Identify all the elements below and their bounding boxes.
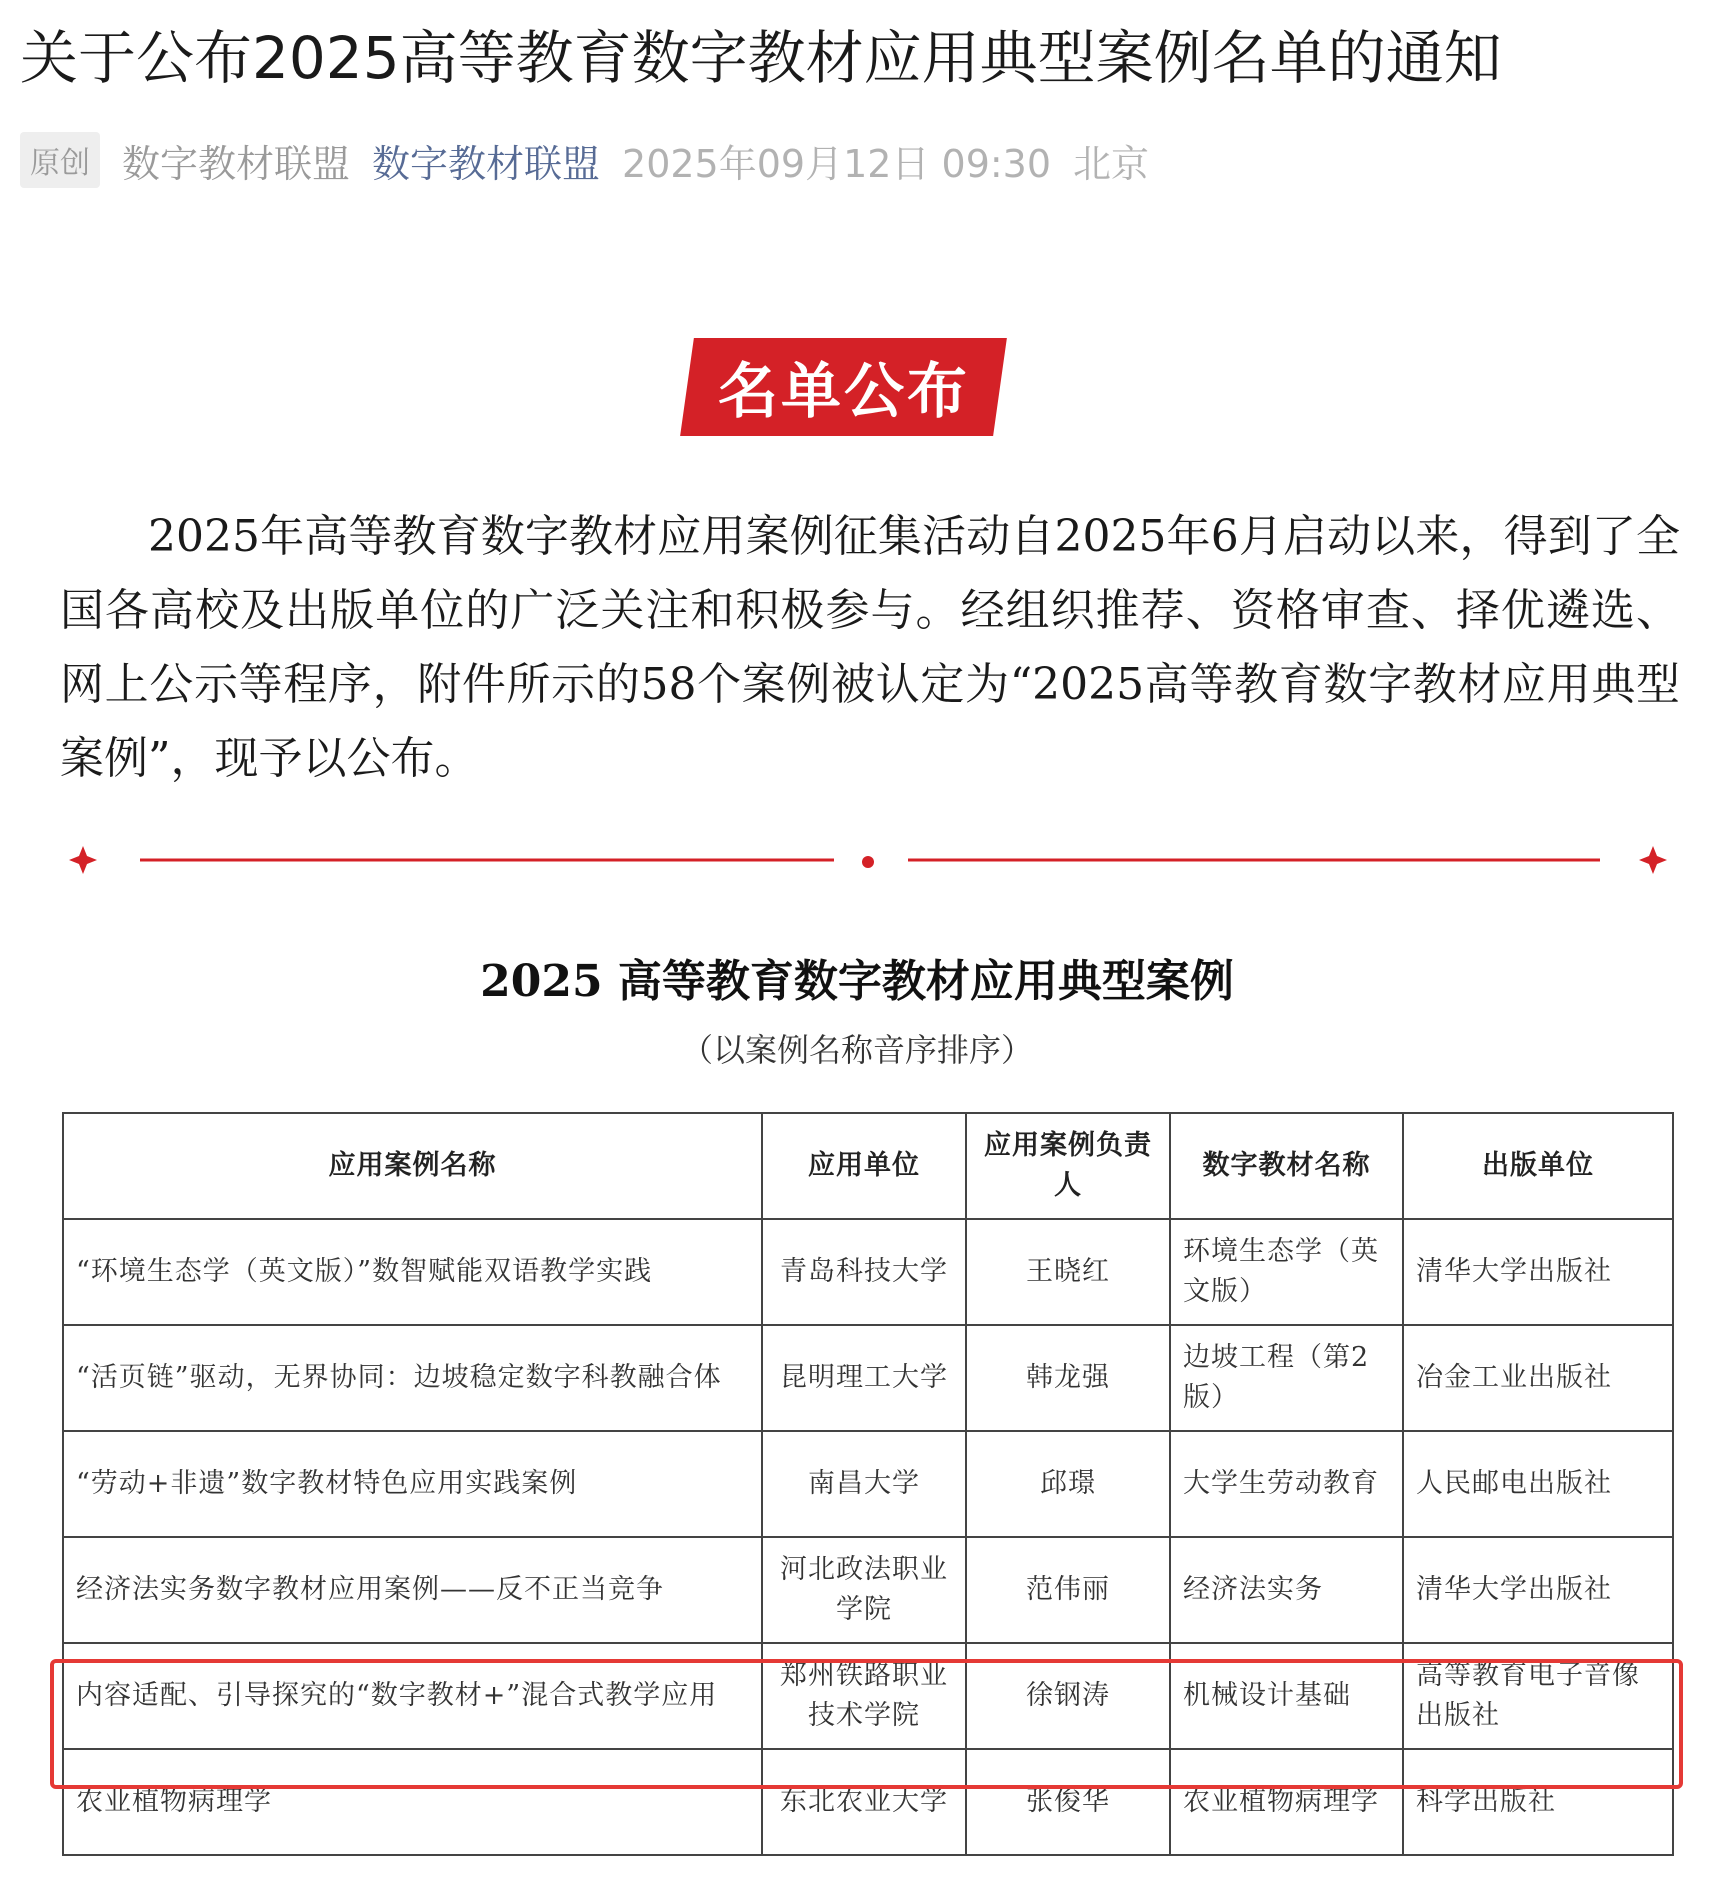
table-row — [63, 1219, 1673, 1325]
textbook-cell: 环境生态学（英文版） — [1170, 1219, 1403, 1325]
leader-cell: 张俊华 — [966, 1749, 1170, 1855]
leader-cell: 王晓红 — [966, 1219, 1170, 1325]
unit-cell: 昆明理工大学 — [762, 1325, 966, 1431]
table-title: 2025 高等教育数字教材应用典型案例 — [480, 956, 1234, 1007]
case-name-cell: 内容适配、引导探究的“数字教材+”混合式教学应用 — [63, 1643, 762, 1749]
publish-date: 2025年09月12日 09:30 — [622, 141, 1052, 186]
cases-table — [62, 1112, 1674, 1856]
list-announcement-banner — [680, 338, 1007, 436]
textbook-cell: 经济法实务 — [1170, 1537, 1403, 1643]
table-row — [63, 1537, 1673, 1643]
case-name-cell: “劳动+非遗”数字教材特色应用实践案例 — [63, 1431, 762, 1537]
publisher-cell: 清华大学出版社 — [1403, 1537, 1673, 1643]
table-header-row — [63, 1113, 1673, 1219]
star-left-icon — [69, 846, 97, 874]
unit-cell: 南昌大学 — [762, 1431, 966, 1537]
header-leader: 应用案例负责人 — [966, 1113, 1170, 1219]
leader-cell: 范伟丽 — [966, 1537, 1170, 1643]
publisher-cell: 高等教育电子音像出版社 — [1403, 1643, 1673, 1749]
header-publisher: 出版单位 — [1403, 1113, 1673, 1219]
textbook-cell: 边坡工程（第2版） — [1170, 1325, 1403, 1431]
center-dot-icon — [862, 856, 874, 868]
table-row — [63, 1749, 1673, 1855]
banner-text: 名单公布 — [717, 357, 970, 427]
decorative-divider — [0, 840, 1714, 880]
case-name-cell: 农业植物病理学 — [63, 1749, 762, 1855]
publish-location: 北京 — [1073, 141, 1150, 186]
table-row-highlighted — [63, 1643, 1673, 1749]
case-name-cell: “环境生态学（英文版）”数智赋能双语教学实践 — [63, 1219, 762, 1325]
publisher-cell: 清华大学出版社 — [1403, 1219, 1673, 1325]
textbook-cell: 农业植物病理学 — [1170, 1749, 1403, 1855]
publisher-cell: 人民邮电出版社 — [1403, 1431, 1673, 1537]
author-name: 数字教材联盟 — [122, 141, 351, 186]
account-link[interactable]: 数字教材联盟 — [372, 141, 601, 186]
unit-cell: 青岛科技大学 — [762, 1219, 966, 1325]
article-title: 关于公布2025高等教育数字教材应用典型案例名单的通知 — [20, 24, 1502, 92]
table-row — [63, 1431, 1673, 1537]
leader-cell: 韩龙强 — [966, 1325, 1170, 1431]
intro-paragraph: 2025年高等教育数字教材应用案例征集活动自2025年6月启动以来，得到了全国各高校及出版单位的广泛关注和积极参与。经组织推荐、资格审查、择优遴选、网上公示等程序，附件所示的58个案例被认定为“2025高等教育数字教材应用典型案例”，现予以公布。 — [60, 511, 1680, 784]
original-tag: 原创 — [20, 132, 100, 188]
unit-cell: 郑州铁路职业技术学院 — [762, 1643, 966, 1749]
publisher-cell: 冶金工业出版社 — [1403, 1325, 1673, 1431]
header-case-name: 应用案例名称 — [63, 1113, 762, 1219]
leader-cell: 邱璟 — [966, 1431, 1170, 1537]
header-textbook: 数字教材名称 — [1170, 1113, 1403, 1219]
star-right-icon — [1639, 846, 1667, 874]
textbook-cell: 机械设计基础 — [1170, 1643, 1403, 1749]
article-meta — [20, 130, 1149, 190]
header-unit: 应用单位 — [762, 1113, 966, 1219]
unit-cell: 东北农业大学 — [762, 1749, 966, 1855]
unit-cell: 河北政法职业学院 — [762, 1537, 966, 1643]
case-name-cell: 经济法实务数字教材应用案例——反不正当竞争 — [63, 1537, 762, 1643]
publisher-cell: 科学出版社 — [1403, 1749, 1673, 1855]
textbook-cell: 大学生劳动教育 — [1170, 1431, 1403, 1537]
table-subtitle: （以案例名称音序排序） — [680, 1031, 1033, 1069]
case-name-cell: “活页链”驱动，无界协同：边坡稳定数字科教融合体 — [63, 1325, 762, 1431]
leader-cell: 徐钢涛 — [966, 1643, 1170, 1749]
table-row — [63, 1325, 1673, 1431]
